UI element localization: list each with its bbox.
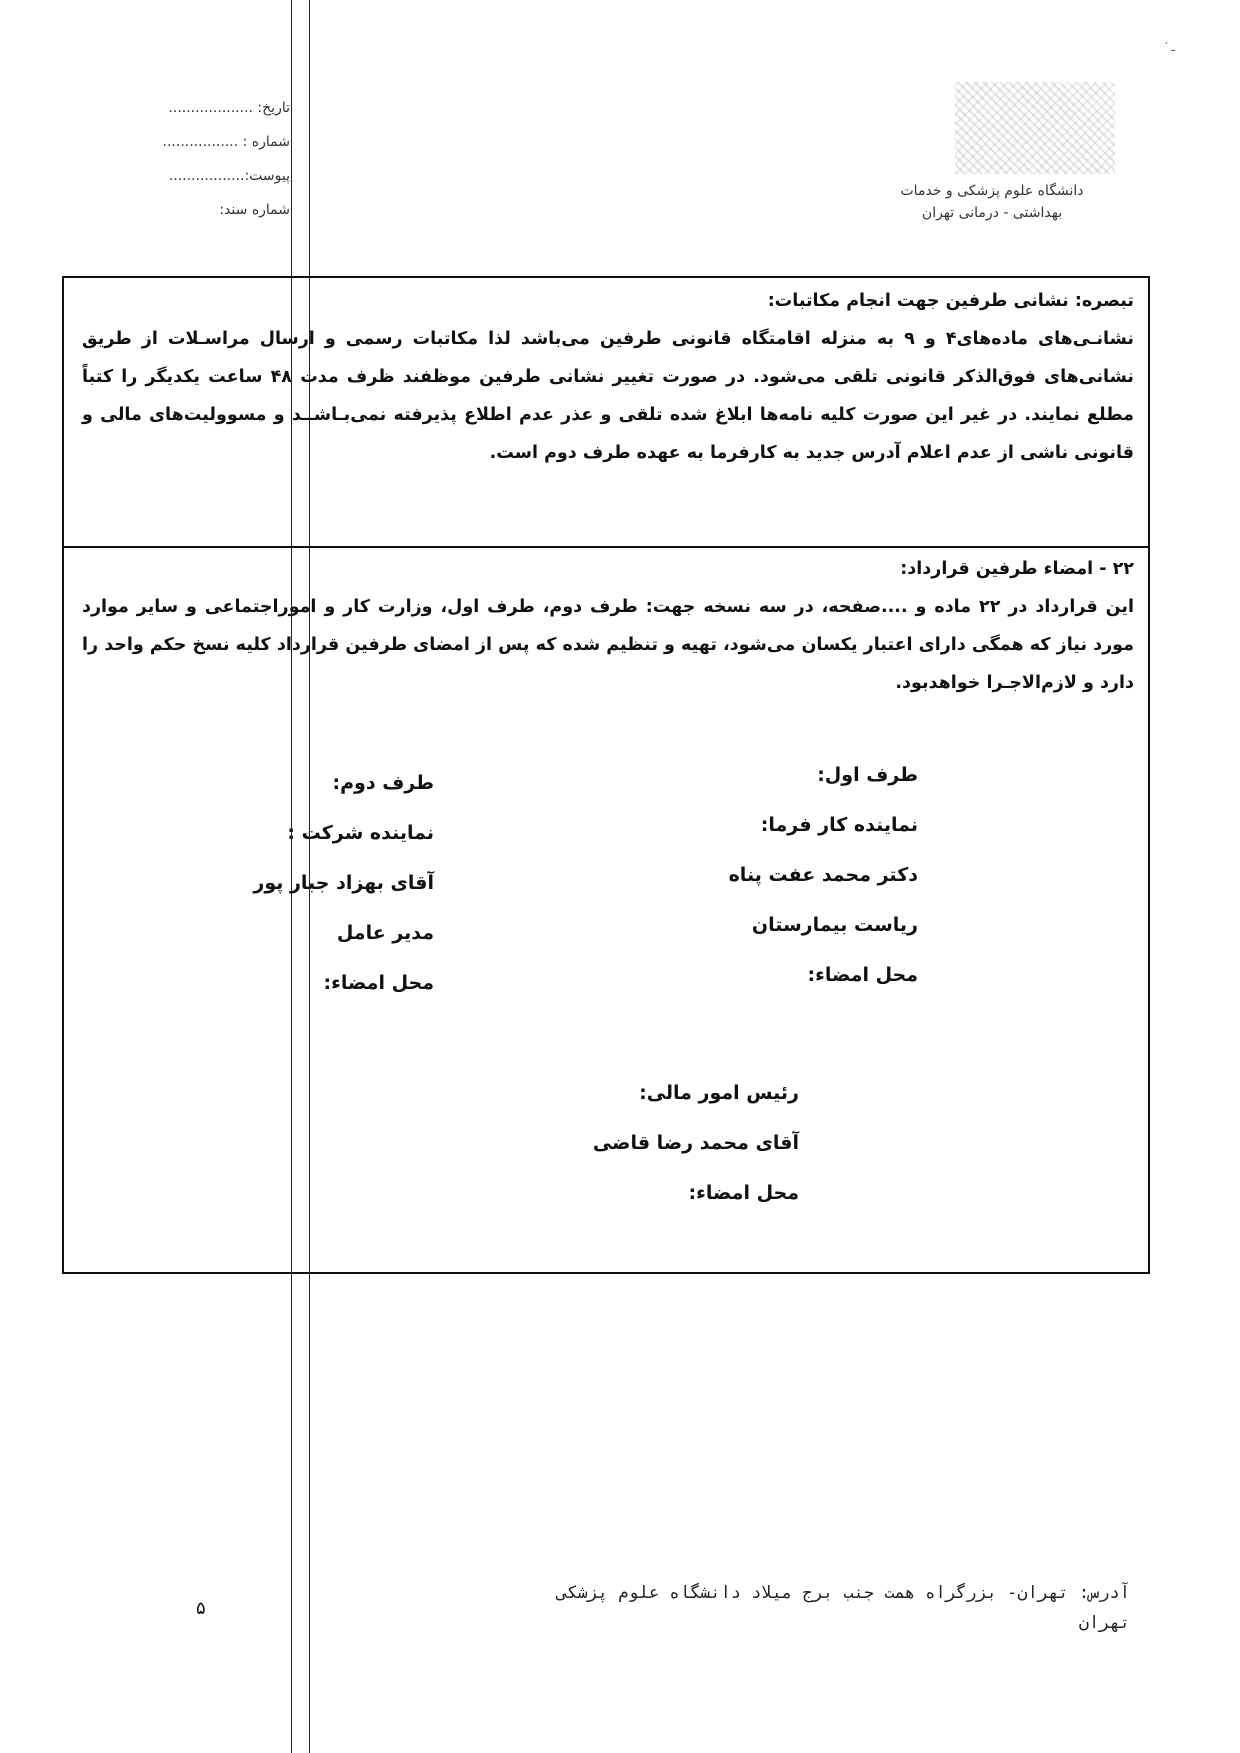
finance-head-block [539, 1068, 799, 1218]
first-party-role: نماینده کار فرما: [760, 814, 918, 836]
first-party-signature: محل امضاء: [807, 964, 918, 986]
meta-date: تاریخ: ................... [168, 100, 290, 116]
signature-clause-body: این قرارداد در ۲۲ ماده و ....صفحه، در سه نسخه جهت: طرف دوم، طرف اول، وزارت کار و اموراجتماعی و سایر موارد مورد نیاز که همگی دارای اعتبار یکسان می‌شود، تهیه و تنظیم شده که پس از امضای طرفین قرارداد کلیه نسخ حکم واحد را دارد و لازم‌الاجـرا خواهدبود. [82, 597, 1134, 693]
second-party-heading: طرف دوم: [332, 772, 434, 794]
footer-address [300, 1578, 1130, 1638]
second-party-title: مدیر عامل [336, 922, 434, 944]
footer-address-line-1: آدرس: تهران- بزرگراه همت جنب برج میلاد دانشگاه علوم پزشکی [556, 1583, 1130, 1603]
first-party-name: دکتر محمد عفت پناه [728, 864, 918, 886]
notice-section [82, 282, 1134, 472]
second-party-name: آقای بهزاد جبار پور [253, 872, 434, 894]
signature-clause-title: ۲۲ - امضاء طرفین قرارداد: [900, 559, 1134, 579]
page-number: ۵ [196, 1598, 206, 1619]
first-party-block [658, 750, 918, 1000]
notice-body: نشانـی‌های ماده‌های۴ و ۹ به منزله اقامتگاه قانونی طرفین می‌باشد لذا مکاتبات رسمی و ارسال مراسـلات از طریق نشانی‌های فوق‌الذکر قانونی تلقی می‌شود. در صورت تغییر نشانی طرفین موظفند ظرف مدت ۴۸ ساعت یکدیگر را کتباً مطلع نمایند. در غیر این صورت کلیه نامه‌ها ابلاغ شده تلقی و عذر عدم اطلاع پذیرفته نمی‌بـاشــد و مسوولیت‌های مالی و قانونی ناشی از عدم اعلام آدرس جدید به کارفرما به عهده طرف دوم است. [82, 329, 1134, 463]
notice-title: تبصره: نشانی طرفین جهت انجام مکاتبات: [767, 291, 1134, 311]
first-party-title: ریاست بیمارستان [751, 914, 918, 936]
finance-head-signature: محل امضاء: [688, 1182, 799, 1204]
second-party-block [214, 758, 434, 1008]
university-name [862, 180, 1122, 224]
footer-address-line-2: تهران [1078, 1613, 1130, 1633]
university-logo [955, 82, 1115, 174]
signature-clause-section [82, 550, 1134, 702]
second-party-role: نماینده شرکت : [287, 822, 434, 844]
scan-vertical-line [291, 0, 292, 1753]
scan-specks: ′ ـ [1165, 40, 1176, 54]
meta-attachment: پیوست:................. [168, 168, 290, 184]
meta-number: شماره : ................. [162, 134, 290, 150]
letter-meta [150, 100, 290, 236]
contract-box [62, 276, 1150, 1274]
section-divider [64, 546, 1148, 548]
scan-vertical-line [309, 0, 310, 1753]
university-line-2: بهداشتی - درمانی تهران [921, 205, 1063, 221]
second-party-signature: محل امضاء: [323, 972, 434, 994]
first-party-heading: طرف اول: [817, 764, 918, 786]
finance-head-role: رئیس امور مالی: [639, 1082, 799, 1104]
finance-head-name: آقای محمد رضا قاضی [592, 1132, 799, 1154]
meta-document-number: شماره سند: [219, 202, 290, 218]
university-line-1: دانشگاه علوم پزشکی و خدمات [900, 183, 1084, 199]
